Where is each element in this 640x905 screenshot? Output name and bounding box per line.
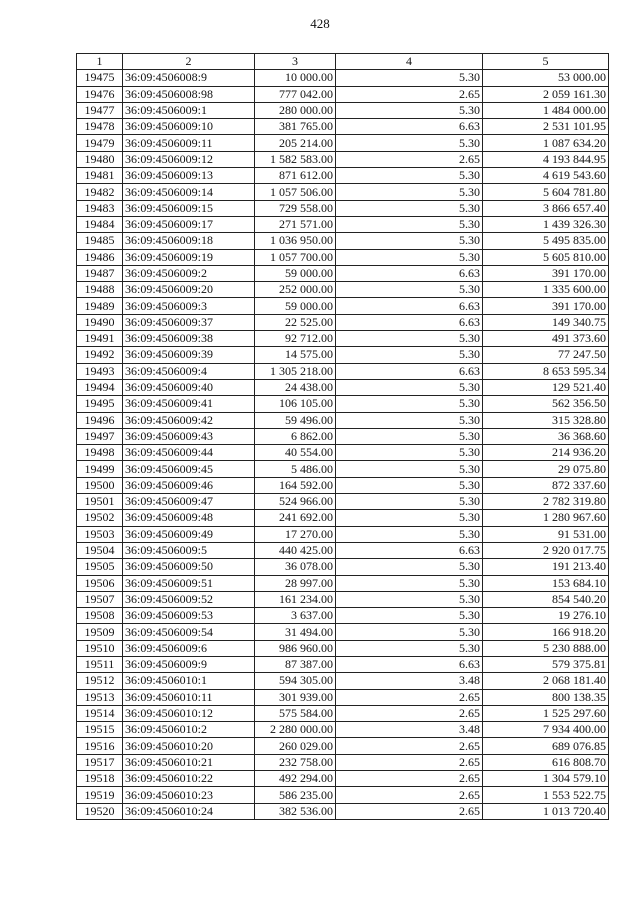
rate-value-cell: 5.30 [336, 624, 483, 640]
cadastral-number-cell: 36:09:4506009:3 [123, 298, 255, 314]
rate-value-cell: 5.30 [336, 428, 483, 444]
cadastral-number-cell: 36:09:4506010:12 [123, 705, 255, 721]
row-number-cell: 19508 [77, 608, 123, 624]
rate-value-cell: 5.30 [336, 200, 483, 216]
area-value-cell: 40 554.00 [255, 445, 336, 461]
table-row [77, 314, 609, 330]
rate-value-cell: 2.65 [336, 787, 483, 803]
rate-value-cell: 6.63 [336, 656, 483, 672]
row-number-cell: 19501 [77, 494, 123, 510]
column-header-3: 3 [255, 54, 336, 70]
total-value-cell: 315 328.80 [483, 412, 609, 428]
area-value-cell: 381 765.00 [255, 119, 336, 135]
row-number-cell: 19502 [77, 510, 123, 526]
total-value-cell: 800 138.35 [483, 689, 609, 705]
total-value-cell: 2 782 319.80 [483, 494, 609, 510]
total-value-cell: 5 605 810.00 [483, 249, 609, 265]
table-row [77, 200, 609, 216]
row-number-cell: 19489 [77, 298, 123, 314]
rate-value-cell: 5.30 [336, 331, 483, 347]
cadastral-number-cell: 36:09:4506009:47 [123, 494, 255, 510]
cadastral-number-cell: 36:09:4506009:18 [123, 233, 255, 249]
cadastral-number-cell: 36:09:4506009:51 [123, 575, 255, 591]
area-value-cell: 382 536.00 [255, 803, 336, 819]
row-number-cell: 19496 [77, 412, 123, 428]
rate-value-cell: 5.30 [336, 102, 483, 118]
total-value-cell: 5 495 835.00 [483, 233, 609, 249]
total-value-cell: 1 013 720.40 [483, 803, 609, 819]
row-number-cell: 19518 [77, 771, 123, 787]
row-number-cell: 19513 [77, 689, 123, 705]
row-number-cell: 19497 [77, 428, 123, 444]
area-value-cell: 252 000.00 [255, 282, 336, 298]
rate-value-cell: 2.65 [336, 771, 483, 787]
area-value-cell: 586 235.00 [255, 787, 336, 803]
total-value-cell: 1 525 297.60 [483, 705, 609, 721]
rate-value-cell: 5.30 [336, 282, 483, 298]
total-value-cell: 1 484 000.00 [483, 102, 609, 118]
table-row [77, 526, 609, 542]
table-row [77, 331, 609, 347]
cadastral-number-cell: 36:09:4506009:45 [123, 461, 255, 477]
total-value-cell: 689 076.85 [483, 738, 609, 754]
cadastral-number-cell: 36:09:4506009:39 [123, 347, 255, 363]
total-value-cell: 491 373.60 [483, 331, 609, 347]
rate-value-cell: 5.30 [336, 168, 483, 184]
row-number-cell: 19481 [77, 168, 123, 184]
rate-value-cell: 5.30 [336, 494, 483, 510]
table-row [77, 168, 609, 184]
table-row [77, 559, 609, 575]
row-number-cell: 19476 [77, 86, 123, 102]
row-number-cell: 19485 [77, 233, 123, 249]
area-value-cell: 1 305 218.00 [255, 363, 336, 379]
row-number-cell: 19511 [77, 656, 123, 672]
table-body [77, 70, 609, 820]
rate-value-cell: 2.65 [336, 738, 483, 754]
total-value-cell: 91 531.00 [483, 526, 609, 542]
total-value-cell: 854 540.20 [483, 591, 609, 607]
area-value-cell: 729 558.00 [255, 200, 336, 216]
row-number-cell: 19482 [77, 184, 123, 200]
row-number-cell: 19494 [77, 379, 123, 395]
area-value-cell: 1 057 506.00 [255, 184, 336, 200]
total-value-cell: 616 808.70 [483, 754, 609, 770]
total-value-cell: 4 619 543.60 [483, 168, 609, 184]
total-value-cell: 36 368.60 [483, 428, 609, 444]
area-value-cell: 59 496.00 [255, 412, 336, 428]
cadastral-number-cell: 36:09:4506010:2 [123, 722, 255, 738]
rate-value-cell: 5.30 [336, 559, 483, 575]
cadastral-number-cell: 36:09:4506009:38 [123, 331, 255, 347]
cadastral-number-cell: 36:09:4506009:13 [123, 168, 255, 184]
cadastral-number-cell: 36:09:4506009:48 [123, 510, 255, 526]
row-number-cell: 19487 [77, 265, 123, 281]
row-number-cell: 19504 [77, 542, 123, 558]
cadastral-number-cell: 36:09:4506009:54 [123, 624, 255, 640]
row-number-cell: 19509 [77, 624, 123, 640]
rate-value-cell: 5.30 [336, 396, 483, 412]
rate-value-cell: 5.30 [336, 526, 483, 542]
rate-value-cell: 6.63 [336, 119, 483, 135]
table-row [77, 787, 609, 803]
total-value-cell: 1 553 522.75 [483, 787, 609, 803]
row-number-cell: 19512 [77, 673, 123, 689]
cadastral-number-cell: 36:09:4506009:52 [123, 591, 255, 607]
row-number-cell: 19506 [77, 575, 123, 591]
table-row [77, 86, 609, 102]
cadastral-number-cell: 36:09:4506009:5 [123, 542, 255, 558]
total-value-cell: 5 230 888.00 [483, 640, 609, 656]
rate-value-cell: 6.63 [336, 542, 483, 558]
cadastral-number-cell: 36:09:4506008:98 [123, 86, 255, 102]
table-row [77, 363, 609, 379]
table-row [77, 151, 609, 167]
row-number-cell: 19492 [77, 347, 123, 363]
rate-value-cell: 5.30 [336, 510, 483, 526]
row-number-cell: 19488 [77, 282, 123, 298]
row-number-cell: 19498 [77, 445, 123, 461]
total-value-cell: 214 936.20 [483, 445, 609, 461]
cadastral-number-cell: 36:09:4506009:43 [123, 428, 255, 444]
row-number-cell: 19490 [77, 314, 123, 330]
rate-value-cell: 5.30 [336, 184, 483, 200]
area-value-cell: 575 584.00 [255, 705, 336, 721]
table-row [77, 656, 609, 672]
area-value-cell: 260 029.00 [255, 738, 336, 754]
rate-value-cell: 2.65 [336, 754, 483, 770]
total-value-cell: 1 280 967.60 [483, 510, 609, 526]
row-number-cell: 19516 [77, 738, 123, 754]
area-value-cell: 59 000.00 [255, 298, 336, 314]
area-value-cell: 241 692.00 [255, 510, 336, 526]
table-row [77, 119, 609, 135]
table-row [77, 771, 609, 787]
table-row [77, 102, 609, 118]
total-value-cell: 579 375.81 [483, 656, 609, 672]
table-row [77, 542, 609, 558]
cadastral-number-cell: 36:09:4506009:9 [123, 656, 255, 672]
row-number-cell: 19515 [77, 722, 123, 738]
table-row [77, 640, 609, 656]
area-value-cell: 205 214.00 [255, 135, 336, 151]
rate-value-cell: 6.63 [336, 298, 483, 314]
rate-value-cell: 5.30 [336, 233, 483, 249]
rate-value-cell: 5.30 [336, 70, 483, 86]
row-number-cell: 19517 [77, 754, 123, 770]
total-value-cell: 149 340.75 [483, 314, 609, 330]
rate-value-cell: 2.65 [336, 86, 483, 102]
rate-value-cell: 3.48 [336, 722, 483, 738]
row-number-cell: 19510 [77, 640, 123, 656]
area-value-cell: 440 425.00 [255, 542, 336, 558]
area-value-cell: 232 758.00 [255, 754, 336, 770]
total-value-cell: 1 087 634.20 [483, 135, 609, 151]
total-value-cell: 166 918.20 [483, 624, 609, 640]
area-value-cell: 777 042.00 [255, 86, 336, 102]
area-value-cell: 986 960.00 [255, 640, 336, 656]
total-value-cell: 1 439 326.30 [483, 216, 609, 232]
row-number-cell: 19479 [77, 135, 123, 151]
cadastral-number-cell: 36:09:4506009:40 [123, 379, 255, 395]
area-value-cell: 524 966.00 [255, 494, 336, 510]
total-value-cell: 4 193 844.95 [483, 151, 609, 167]
rate-value-cell: 6.63 [336, 363, 483, 379]
cadastral-number-cell: 36:09:4506009:50 [123, 559, 255, 575]
rate-value-cell: 3.48 [336, 673, 483, 689]
area-value-cell: 280 000.00 [255, 102, 336, 118]
page-number: 428 [310, 16, 330, 31]
table-row [77, 803, 609, 819]
rate-value-cell: 5.30 [336, 640, 483, 656]
table-row [77, 689, 609, 705]
cadastral-number-cell: 36:09:4506010:11 [123, 689, 255, 705]
rate-value-cell: 6.63 [336, 265, 483, 281]
cadastral-number-cell: 36:09:4506009:6 [123, 640, 255, 656]
area-value-cell: 271 571.00 [255, 216, 336, 232]
cadastral-number-cell: 36:09:4506009:4 [123, 363, 255, 379]
column-header-4: 4 [336, 54, 483, 70]
rate-value-cell: 5.30 [336, 591, 483, 607]
rate-value-cell: 5.30 [336, 249, 483, 265]
area-value-cell: 36 078.00 [255, 559, 336, 575]
column-header-2: 2 [123, 54, 255, 70]
table-row [77, 510, 609, 526]
row-number-cell: 19484 [77, 216, 123, 232]
rate-value-cell: 5.30 [336, 135, 483, 151]
row-number-cell: 19503 [77, 526, 123, 542]
row-number-cell: 19475 [77, 70, 123, 86]
area-value-cell: 24 438.00 [255, 379, 336, 395]
table-row [77, 379, 609, 395]
row-number-cell: 19478 [77, 119, 123, 135]
area-value-cell: 1 057 700.00 [255, 249, 336, 265]
cadastral-number-cell: 36:09:4506010:22 [123, 771, 255, 787]
cadastral-number-cell: 36:09:4506009:11 [123, 135, 255, 151]
cadastral-value-table [76, 53, 609, 820]
table-row [77, 624, 609, 640]
area-value-cell: 1 582 583.00 [255, 151, 336, 167]
total-value-cell: 1 304 579.10 [483, 771, 609, 787]
cadastral-number-cell: 36:09:4506009:49 [123, 526, 255, 542]
table-row [77, 738, 609, 754]
table-row [77, 233, 609, 249]
area-value-cell: 301 939.00 [255, 689, 336, 705]
area-value-cell: 2 280 000.00 [255, 722, 336, 738]
area-value-cell: 59 000.00 [255, 265, 336, 281]
table-row [77, 754, 609, 770]
total-value-cell: 153 684.10 [483, 575, 609, 591]
total-value-cell: 1 335 600.00 [483, 282, 609, 298]
cadastral-number-cell: 36:09:4506009:1 [123, 102, 255, 118]
row-number-cell: 19495 [77, 396, 123, 412]
row-number-cell: 19499 [77, 461, 123, 477]
total-value-cell: 2 068 181.40 [483, 673, 609, 689]
rate-value-cell: 5.30 [336, 445, 483, 461]
cadastral-number-cell: 36:09:4506009:41 [123, 396, 255, 412]
total-value-cell: 562 356.50 [483, 396, 609, 412]
cadastral-number-cell: 36:09:4506010:21 [123, 754, 255, 770]
table-row [77, 396, 609, 412]
area-value-cell: 10 000.00 [255, 70, 336, 86]
row-number-cell: 19480 [77, 151, 123, 167]
cadastral-number-cell: 36:09:4506010:1 [123, 673, 255, 689]
total-value-cell: 8 653 595.34 [483, 363, 609, 379]
row-number-cell: 19500 [77, 477, 123, 493]
table-row [77, 494, 609, 510]
rate-value-cell: 5.30 [336, 216, 483, 232]
row-number-cell: 19486 [77, 249, 123, 265]
area-value-cell: 31 494.00 [255, 624, 336, 640]
total-value-cell: 872 337.60 [483, 477, 609, 493]
table-row [77, 477, 609, 493]
table-row [77, 412, 609, 428]
rate-value-cell: 2.65 [336, 151, 483, 167]
rate-value-cell: 2.65 [336, 803, 483, 819]
cadastral-number-cell: 36:09:4506009:12 [123, 151, 255, 167]
area-value-cell: 14 575.00 [255, 347, 336, 363]
table-row [77, 575, 609, 591]
total-value-cell: 53 000.00 [483, 70, 609, 86]
total-value-cell: 7 934 400.00 [483, 722, 609, 738]
area-value-cell: 492 294.00 [255, 771, 336, 787]
table-row [77, 249, 609, 265]
total-value-cell: 77 247.50 [483, 347, 609, 363]
table-row [77, 428, 609, 444]
table-row [77, 70, 609, 86]
rate-value-cell: 5.30 [336, 379, 483, 395]
total-value-cell: 5 604 781.80 [483, 184, 609, 200]
table-row [77, 591, 609, 607]
column-header-1: 1 [77, 54, 123, 70]
area-value-cell: 28 997.00 [255, 575, 336, 591]
total-value-cell: 129 521.40 [483, 379, 609, 395]
area-value-cell: 17 270.00 [255, 526, 336, 542]
cadastral-number-cell: 36:09:4506009:15 [123, 200, 255, 216]
cadastral-number-cell: 36:09:4506009:17 [123, 216, 255, 232]
area-value-cell: 1 036 950.00 [255, 233, 336, 249]
total-value-cell: 29 075.80 [483, 461, 609, 477]
table-row [77, 673, 609, 689]
row-number-cell: 19477 [77, 102, 123, 118]
area-value-cell: 6 862.00 [255, 428, 336, 444]
area-value-cell: 594 305.00 [255, 673, 336, 689]
area-value-cell: 92 712.00 [255, 331, 336, 347]
cadastral-number-cell: 36:09:4506009:53 [123, 608, 255, 624]
total-value-cell: 391 170.00 [483, 298, 609, 314]
cadastral-number-cell: 36:09:4506009:44 [123, 445, 255, 461]
rate-value-cell: 2.65 [336, 689, 483, 705]
area-value-cell: 106 105.00 [255, 396, 336, 412]
cadastral-number-cell: 36:09:4506009:46 [123, 477, 255, 493]
total-value-cell: 19 276.10 [483, 608, 609, 624]
rate-value-cell: 5.30 [336, 412, 483, 428]
row-number-cell: 19483 [77, 200, 123, 216]
area-value-cell: 161 234.00 [255, 591, 336, 607]
table-row [77, 722, 609, 738]
total-value-cell: 2 531 101.95 [483, 119, 609, 135]
table-row [77, 282, 609, 298]
area-value-cell: 871 612.00 [255, 168, 336, 184]
column-header-5: 5 [483, 54, 609, 70]
row-number-cell: 19493 [77, 363, 123, 379]
area-value-cell: 22 525.00 [255, 314, 336, 330]
table-row [77, 298, 609, 314]
table-row [77, 184, 609, 200]
cadastral-number-cell: 36:09:4506009:42 [123, 412, 255, 428]
cadastral-number-cell: 36:09:4506009:2 [123, 265, 255, 281]
cadastral-number-cell: 36:09:4506009:10 [123, 119, 255, 135]
rate-value-cell: 5.30 [336, 608, 483, 624]
area-value-cell: 164 592.00 [255, 477, 336, 493]
row-number-cell: 19491 [77, 331, 123, 347]
table-row [77, 705, 609, 721]
row-number-cell: 19520 [77, 803, 123, 819]
table-row [77, 461, 609, 477]
area-value-cell: 87 387.00 [255, 656, 336, 672]
rate-value-cell: 5.30 [336, 575, 483, 591]
table-header-row [77, 54, 609, 70]
rate-value-cell: 2.65 [336, 705, 483, 721]
table-row [77, 135, 609, 151]
rate-value-cell: 6.63 [336, 314, 483, 330]
cadastral-number-cell: 36:09:4506009:14 [123, 184, 255, 200]
rate-value-cell: 5.30 [336, 347, 483, 363]
area-value-cell: 5 486.00 [255, 461, 336, 477]
cadastral-number-cell: 36:09:4506009:37 [123, 314, 255, 330]
row-number-cell: 19507 [77, 591, 123, 607]
total-value-cell: 191 213.40 [483, 559, 609, 575]
cadastral-number-cell: 36:09:4506009:20 [123, 282, 255, 298]
row-number-cell: 19505 [77, 559, 123, 575]
cadastral-number-cell: 36:09:4506010:20 [123, 738, 255, 754]
table-row [77, 608, 609, 624]
area-value-cell: 3 637.00 [255, 608, 336, 624]
table-row [77, 265, 609, 281]
total-value-cell: 2 920 017.75 [483, 542, 609, 558]
table-row [77, 347, 609, 363]
table-row [77, 216, 609, 232]
row-number-cell: 19519 [77, 787, 123, 803]
rate-value-cell: 5.30 [336, 477, 483, 493]
cadastral-number-cell: 36:09:4506010:24 [123, 803, 255, 819]
table-row [77, 445, 609, 461]
row-number-cell: 19514 [77, 705, 123, 721]
total-value-cell: 2 059 161.30 [483, 86, 609, 102]
total-value-cell: 391 170.00 [483, 265, 609, 281]
cadastral-number-cell: 36:09:4506009:19 [123, 249, 255, 265]
cadastral-number-cell: 36:09:4506008:9 [123, 70, 255, 86]
cadastral-number-cell: 36:09:4506010:23 [123, 787, 255, 803]
total-value-cell: 3 866 657.40 [483, 200, 609, 216]
rate-value-cell: 5.30 [336, 461, 483, 477]
